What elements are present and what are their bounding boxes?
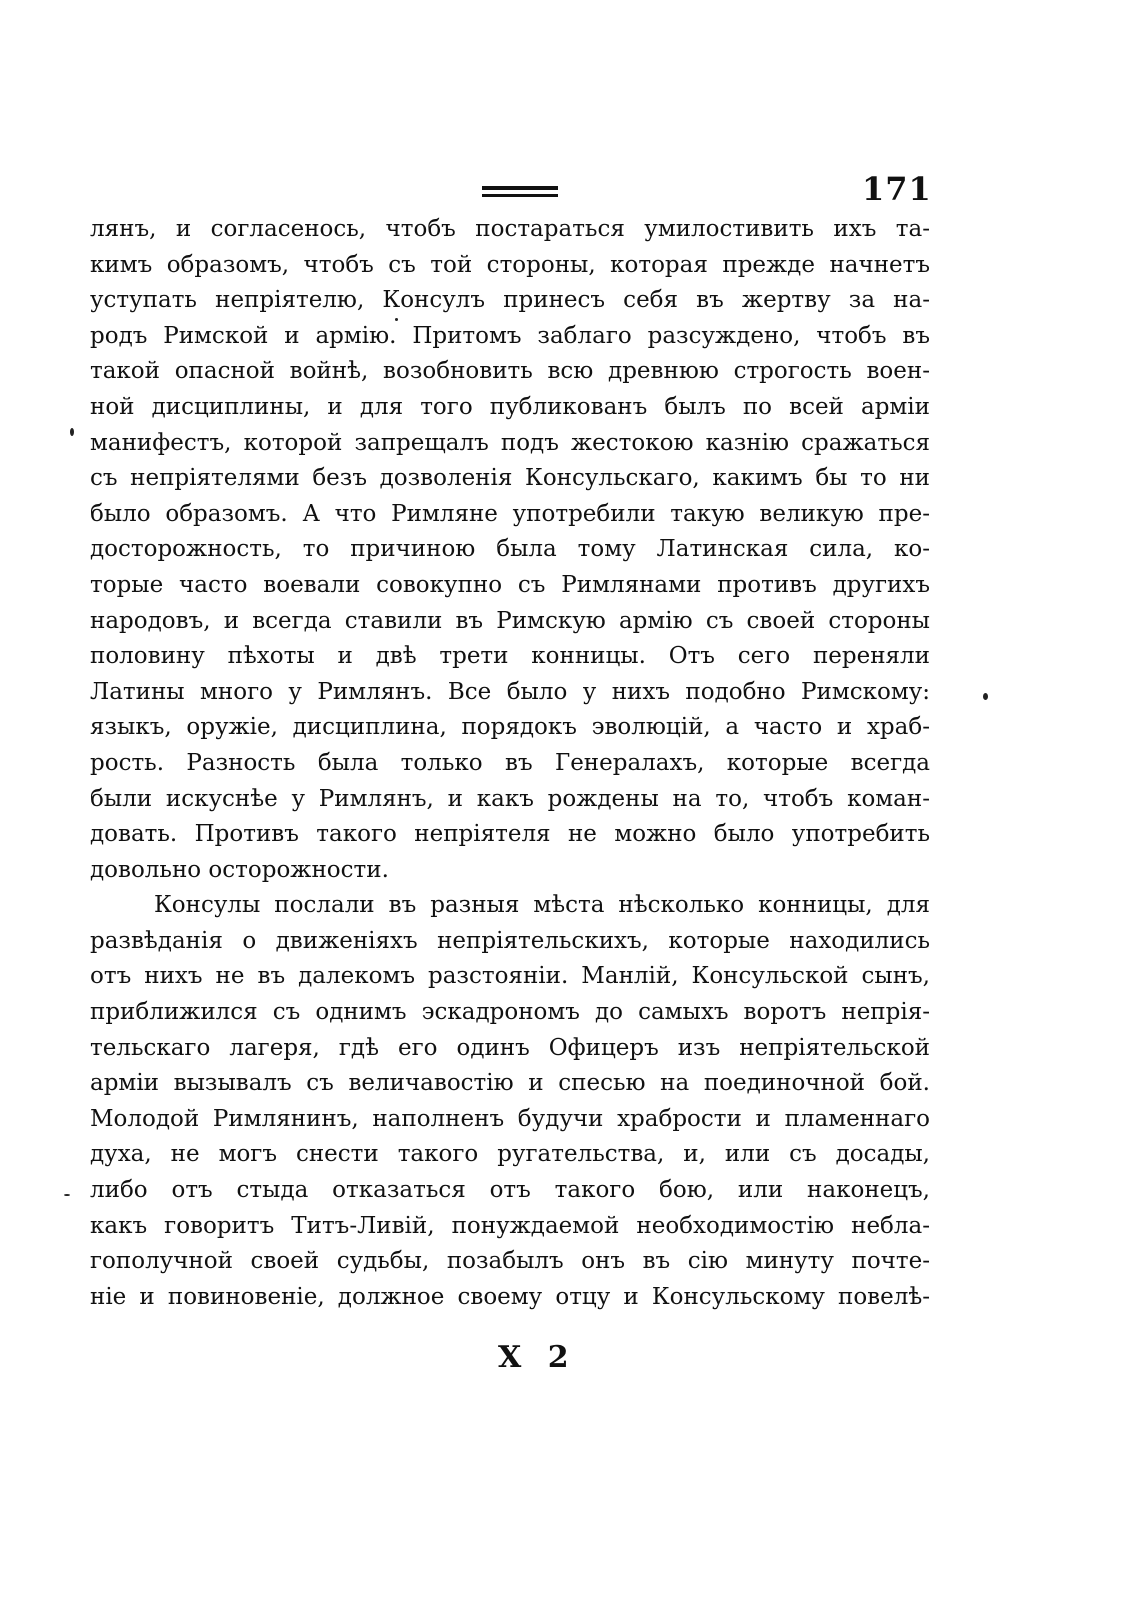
signature-mark: X 2 bbox=[498, 1340, 577, 1375]
header-rule-bar bbox=[482, 186, 558, 190]
paragraph bbox=[90, 888, 930, 1315]
text-line: ніе и повиновеніе, должное своему отцу и Консульскому повелѣ- bbox=[90, 1283, 930, 1310]
text-line: были искуснѣе у Римлянъ, и какъ рождены на то, чтобъ коман- bbox=[90, 785, 930, 812]
text-line: развѣданія о движеніяхъ непріятельскихъ, которые находились bbox=[90, 927, 930, 954]
text-line: народовъ, и всегда ставили въ Римскую армію съ своей стороны bbox=[90, 607, 930, 634]
text-line: ной дисциплины, и для того публикованъ былъ по всей арміи bbox=[90, 393, 930, 420]
body-text bbox=[90, 212, 930, 1315]
text-line: такой опасной войнѣ, возобновить всю древнюю строгость воен- bbox=[90, 358, 930, 385]
text-line: арміи вызывалъ съ величавостію и спесью на поединочной бой. bbox=[90, 1070, 930, 1097]
text-line: родъ Римской и армію. Притомъ заблаго разсуждено, чтобъ въ bbox=[90, 322, 930, 349]
text-line: лянъ, и согласенось, чтобъ постараться умилостивить ихъ та- bbox=[90, 216, 930, 242]
text-line: рость. Разность была только въ Генералахъ, которые всегда bbox=[90, 749, 930, 776]
text-line: половину пѣхоты и двѣ трети конницы. Отъ сего переняли bbox=[90, 643, 930, 670]
text-line: Молодой Римлянинъ, наполненъ будучи храбрости и пламеннаго bbox=[90, 1105, 930, 1132]
header-rule bbox=[482, 186, 558, 198]
header-rule-bar bbox=[482, 194, 558, 197]
text-line: языкъ, оружіе, дисциплина, порядокъ эволюцій, а часто и храб- bbox=[90, 714, 930, 741]
text-line: Латины много у Римлянъ. Все было у нихъ подобно Римскому: bbox=[90, 678, 930, 705]
text-line: какъ говоритъ Титъ-Ливій, понуждаемой необходимостію небла- bbox=[90, 1212, 930, 1239]
text-line: кимъ образомъ, чтобъ съ той стороны, которая прежде начнетъ bbox=[90, 251, 930, 278]
text-line: приближился съ однимъ эскадрономъ до самыхъ воротъ непрія- bbox=[90, 999, 930, 1026]
paragraph bbox=[90, 212, 930, 888]
text-line: тельскаго лагеря, гдѣ его одинъ Офицеръ изъ непріятельской bbox=[90, 1034, 930, 1061]
text-line: было образомъ. А что Римляне употребили такую великую пре- bbox=[90, 500, 930, 527]
text-line: Консулы послали въ разныя мѣста нѣсколько конницы, для bbox=[154, 892, 930, 919]
text-line: довольно осторожности. bbox=[90, 856, 389, 883]
text-line: довать. Противъ такого непріятеля не можно было употребить bbox=[90, 821, 930, 848]
text-line: манифестъ, которой запрещалъ подъ жестокою казнію сражаться bbox=[90, 429, 930, 456]
text-line: отъ нихъ не въ далекомъ разстояніи. Манлій, Консульской сынъ, bbox=[90, 963, 930, 990]
text-line: съ непріятелями безъ дозволенія Консульскаго, какимъ бы то ни bbox=[90, 465, 930, 492]
text-line: либо отъ стыда отказаться отъ такого бою, или наконецъ, bbox=[90, 1177, 930, 1204]
page-number: 171 bbox=[862, 170, 932, 208]
text-line: торые часто воевали совокупно съ Римлянами противъ другихъ bbox=[90, 571, 930, 598]
text-line: гополучной своей судьбы, позабылъ онъ въ сію минуту почте- bbox=[90, 1248, 930, 1275]
text-line: духа, не могъ снести такого ругательства, и, или съ досады, bbox=[90, 1141, 930, 1168]
text-line: досторожность, то причиною была тому Латинская сила, ко- bbox=[90, 536, 930, 563]
text-line: уступать непріятелю, Консулъ принесъ себя въ жертву за на- bbox=[90, 287, 930, 314]
